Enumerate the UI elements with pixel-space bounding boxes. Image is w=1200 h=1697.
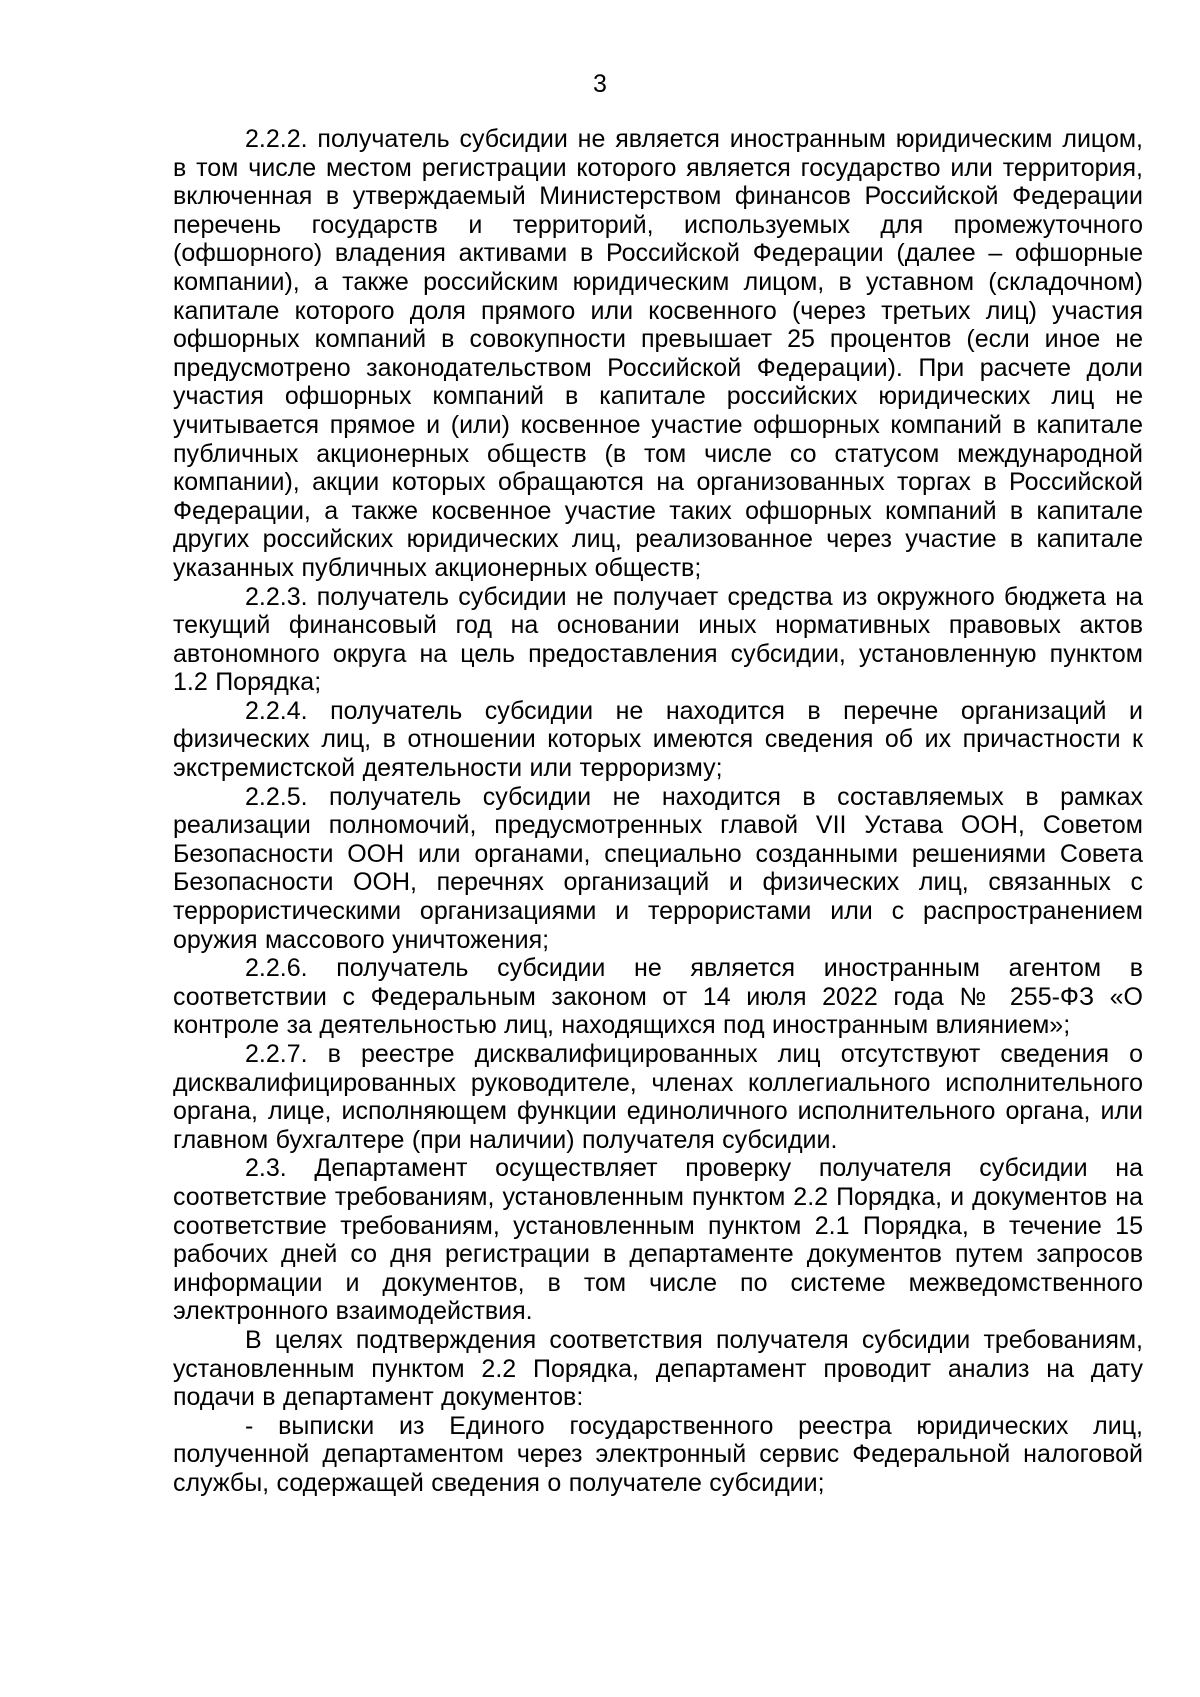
paragraph-2-2-4: 2.2.4. получатель субсидии не находится в перечне организаций и физических лиц, в отношении которых имеются сведения об их причастности к экстремистской деятельности или терроризму; bbox=[173, 696, 1143, 783]
paragraph-2-2-2: 2.2.2. получатель субсидии не является иностранным юридическим лицом, в том числе местом регистрации которого является государство или территория, включенная в утверждаемый Министерством финансов Российской Федерации перечень государств и территорий, используемых для промежуточного (офшорного) владения активами в Российской Федерации (далее – офшорные компании), а также российским юридическим лицом, в уставном (складочном) капитале которого доля прямого или косвенного (через третьих лиц) участия офшорных компаний в совокупности превышает 25 процентов (если иное не предусмотрено законодательством Российской Федерации). При расчете доли участия офшорных компаний в капитале российских юридических лиц не учитывается прямое и (или) косвенное участие офшорных компаний в капитале публичных акционерных обществ (в том числе со статусом международной компании), акции которых обращаются на организованных торгах в Российской Федерации, а также косвенное участие таких офшорных компаний в капитале других российских юридических лиц, реализованное через участие в капитале указанных публичных акционерных обществ; bbox=[173, 125, 1143, 582]
paragraph-verification-intro: В целях подтверждения соответствия получателя субсидии требованиям, установленным пунктом 2.2 Порядка, департамент проводит анализ на дату подачи в департамент документов: bbox=[173, 1325, 1143, 1412]
paragraph-egrul-extract: - выписки из Единого государственного реестра юридических лиц, полученной департаментом через электронный сервис Федеральной налоговой службы, содержащей сведения о получателе субсидии; bbox=[173, 1411, 1143, 1497]
paragraph-2-2-3: 2.2.3. получатель субсидии не получает средства из окружного бюджета на текущий финансовый год на основании иных нормативных правовых актов автономного округа на цель предоставления субсидии, установленную пунктом 1.2 Порядка; bbox=[173, 582, 1143, 697]
document-body bbox=[173, 125, 1143, 1498]
page-number: 3 bbox=[593, 70, 607, 98]
paragraph-2-2-7: 2.2.7. в реестре дисквалифицированных лиц отсутствуют сведения о дисквалифицированных руководителе, членах коллегиального исполнительного органа, лице, исполняющем функции единоличного исполнительного органа, или главном бухгалтере (при наличии) получателя субсидии. bbox=[173, 1040, 1143, 1154]
paragraph-2-3: 2.3. Департамент осуществляет проверку получателя субсидии на соответствие требованиям, установленным пунктом 2.2 Порядка, и документов на соответствие требованиям, установленным пунктом 2.1 Порядка, в течение 15 рабочих дней со дня регистрации в департаменте документов путем запросов информации и документов, в том числе по системе межведомственного электронного взаимодействия. bbox=[173, 1154, 1143, 1326]
paragraph-2-2-6: 2.2.6. получатель субсидии не является иностранным агентом в соответствии с Федеральным законом от 14 июля 2022 года № 255-ФЗ «О контроле за деятельностью лиц, находящихся под иностранным влиянием»; bbox=[173, 954, 1143, 1040]
paragraph-2-2-5: 2.2.5. получатель субсидии не находится в составляемых в рамках реализации полномочий, предусмотренных главой VII Устава ООН, Советом Безопасности ООН или органами, специально созданными решениями Совета Безопасности ООН, перечнях организаций и физических лиц, связанных с террористическими организациями и террористами или с распространением оружия массового уничтожения; bbox=[173, 782, 1143, 954]
